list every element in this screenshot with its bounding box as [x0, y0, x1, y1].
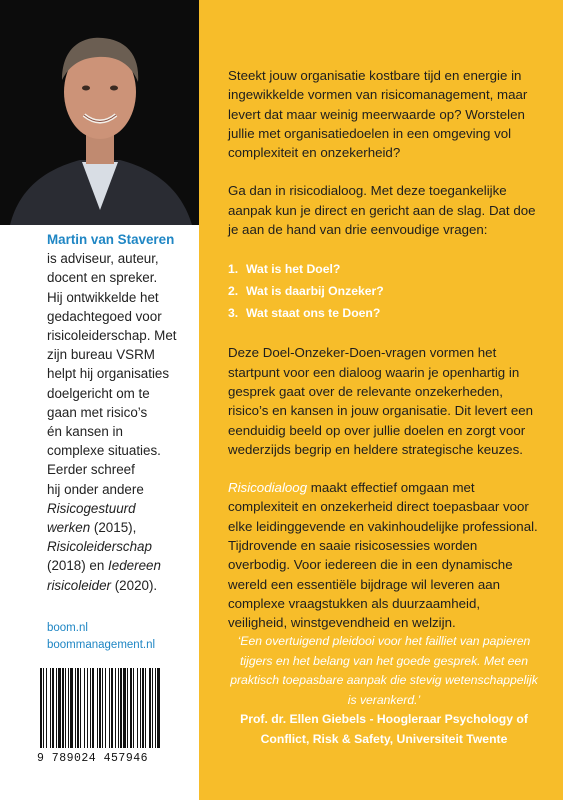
book-title: risicoleider — [47, 577, 111, 593]
bio-line — [47, 556, 197, 575]
bio-line: helpt hij organisaties — [47, 366, 170, 382]
blurb-paragraph-2: Ga dan in risicodialoog. Met deze toegankelijke aanpak kun je direct en gericht aan de slag. Dat doe je aan de hand van drie eenvoudige vragen: — [228, 183, 536, 238]
bio-line — [47, 499, 197, 518]
book-title-highlight: Risicodialoog — [228, 480, 308, 496]
bio-line: is adviseur, auteur, — [47, 251, 159, 267]
publisher-links — [47, 620, 155, 654]
barcode-bars — [36, 668, 164, 750]
left-panel — [0, 0, 199, 800]
endorsement — [228, 632, 540, 749]
bio-line: Eerder schreef — [47, 462, 135, 478]
question-item — [228, 258, 540, 280]
blurb-paragraph-3: Deze Doel-Onzeker-Doen-vragen vormen het startpunt voor een dialoog waarin je openhartig in gesprek gaat over de relevante onzekerheden, risico’s en kansen in jouw organisatie. Dit levert een eenduidig beeld op over jullie doelen en zorgt voor wederzijds begrip en heldere strategische keuzes. — [228, 345, 534, 457]
question-list — [228, 258, 540, 324]
blurb-paragraph-1: Steekt jouw organisatie kostbare tijd en energie in ingewikkelde vormen van risicomanagement, maar levert dat maar weinig meerwaarde op? Worstelen jullie met organisatiedoelen in een omgeving vol complexiteit en onzekerheid? — [228, 68, 528, 161]
question-number: 1. — [228, 262, 239, 277]
bio-line: gedachtegoed voor — [47, 308, 162, 324]
bio-line: risicoleiderschap. Met — [47, 328, 177, 344]
blurb-paragraph-4-text: maakt effectief omgaan met complexiteit en onzekerheid direct toepasbaar voor elke leidinggevende en vakinhoudelijke professional. Tijdrovende en saaie risicosessies worden overbodig. Voor iedereen die in een dynamische wereld een essentiële bijdrage wil leveren aan complexe vraagstukken als duurzaamheid, veiligheid, winstgevendheid en welzijn. — [228, 480, 538, 631]
book-year: (2018) en — [47, 558, 109, 574]
bio-line: gaan met risico’s — [47, 404, 148, 420]
book-year: (2020). — [111, 577, 158, 593]
question-text: Wat is het Doel? — [246, 262, 341, 277]
book-title: Iedereen — [108, 558, 161, 574]
question-number: 2. — [228, 284, 239, 299]
bio-line: Hij ontwikkelde het — [47, 289, 159, 305]
isbn-number: 9 789024 457946 — [37, 752, 149, 765]
question-item — [228, 280, 540, 302]
book-title: Risicogestuurd — [47, 500, 136, 516]
author-name: Martin van Staveren — [47, 232, 175, 247]
link-boom[interactable]: boom.nl — [47, 622, 88, 634]
bio-line: docent en spreker. — [47, 270, 158, 286]
book-year: (2015), — [90, 520, 137, 536]
blurb-paragraph-4 — [228, 478, 540, 632]
bio-line: hij onder andere — [47, 481, 144, 497]
question-text: Wat is daarbij Onzeker? — [246, 284, 384, 299]
bio-line: doelgericht om te — [47, 385, 150, 401]
author-bio — [47, 230, 197, 595]
question-text: Wat staat ons te Doen? — [246, 306, 381, 321]
bio-line — [47, 537, 197, 556]
endorsement-attribution: Prof. dr. Ellen Giebels - Hoogleraar Psychology of Conflict, Risk & Safety, Universiteit Twente — [240, 712, 528, 746]
author-photo — [0, 0, 199, 225]
bio-line — [47, 576, 197, 595]
book-title: werken — [47, 520, 91, 536]
question-number: 3. — [228, 306, 239, 321]
book-title: Risicoleiderschap — [47, 539, 152, 555]
bio-line — [47, 518, 197, 537]
question-item — [228, 302, 540, 324]
bio-line: zijn bureau VSRM — [47, 347, 155, 363]
endorsement-quote: ‘Een overtuigend pleidooi voor het failliet van papieren tijgers en het belang van het goede gesprek. Met een praktisch toepasbare aanpak die stevig wetenschappelijk is verankerd.’ — [230, 634, 538, 707]
back-cover-blurb — [228, 66, 540, 652]
bio-line: complexe situaties. — [47, 443, 161, 459]
link-boommanagement[interactable]: boommanagement.nl — [47, 639, 156, 651]
right-panel — [199, 0, 563, 800]
bio-line: én kansen in — [47, 424, 123, 440]
